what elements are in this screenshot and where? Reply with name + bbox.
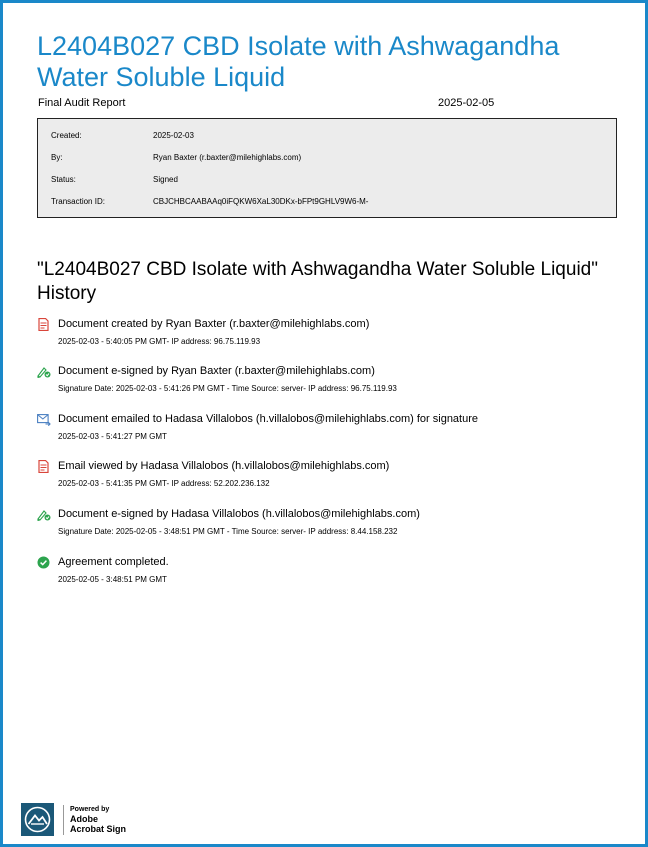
brand-name-line1: Adobe (70, 814, 98, 824)
brand-name-line2: Acrobat Sign (70, 824, 127, 834)
summary-box (37, 118, 617, 218)
event-detail: 2025-02-03 - 5:41:35 PM GMT- IP address: 52.202.236.132 (58, 479, 270, 488)
document-viewed-icon (37, 460, 50, 473)
footer-branding (70, 805, 126, 834)
info-value: Signed (153, 175, 178, 184)
event-text: Agreement completed. (58, 556, 169, 568)
info-value: CBJCHBCAABAAq0iFQKW6XaL30DKx-bFPt9GHLV9W6-M- (153, 197, 369, 206)
event-text: Document created by Ryan Baxter (r.baxter@milehighlabs.com) (58, 318, 370, 330)
info-label: Created: (51, 131, 82, 140)
document-title: L2404B027 CBD Isolate with Ashwagandha Water Soluble Liquid (37, 31, 560, 92)
info-value: Ryan Baxter (r.baxter@milehighlabs.com) (153, 153, 302, 162)
document-created-icon (37, 318, 50, 331)
event-detail: Signature Date: 2025-02-05 - 3:48:51 PM GMT - Time Source: server- IP address: 8.44.158.232 (58, 527, 398, 536)
history-title: "L2404B027 CBD Isolate with Ashwagandha Water Soluble Liquid" History (37, 259, 598, 304)
email-sent-icon (37, 413, 50, 426)
info-value: 2025-02-03 (153, 131, 194, 140)
info-label: By: (51, 153, 63, 162)
powered-by-label: Powered by (70, 806, 110, 813)
event-detail: 2025-02-03 - 5:41:27 PM GMT (58, 432, 167, 441)
e-sign-icon (37, 365, 50, 378)
info-label: Status: (51, 175, 76, 184)
e-sign-icon (37, 508, 50, 521)
report-label: Final Audit Report (38, 97, 126, 109)
event-text: Document e-signed by Hadasa Villalobos (h.villalobos@milehighlabs.com) (58, 508, 420, 520)
event-text: Email viewed by Hadasa Villalobos (h.villalobos@milehighlabs.com) (58, 460, 390, 472)
acrobat-sign-logo-icon (21, 803, 54, 836)
report-date: 2025-02-05 (438, 97, 495, 109)
event-text: Document emailed to Hadasa Villalobos (h.villalobos@milehighlabs.com) for signature (58, 413, 479, 425)
event-text: Document e-signed by Ryan Baxter (r.baxter@milehighlabs.com) (58, 365, 375, 377)
info-label: Transaction ID: (51, 197, 105, 206)
event-detail: Signature Date: 2025-02-03 - 5:41:26 PM GMT - Time Source: server- IP address: 96.75.119.93 (58, 384, 397, 393)
footer-divider (63, 805, 64, 835)
event-detail: 2025-02-05 - 3:48:51 PM GMT (58, 575, 167, 584)
event-detail: 2025-02-03 - 5:40:05 PM GMT- IP address: 96.75.119.93 (58, 337, 261, 346)
check-circle-icon (37, 556, 50, 569)
